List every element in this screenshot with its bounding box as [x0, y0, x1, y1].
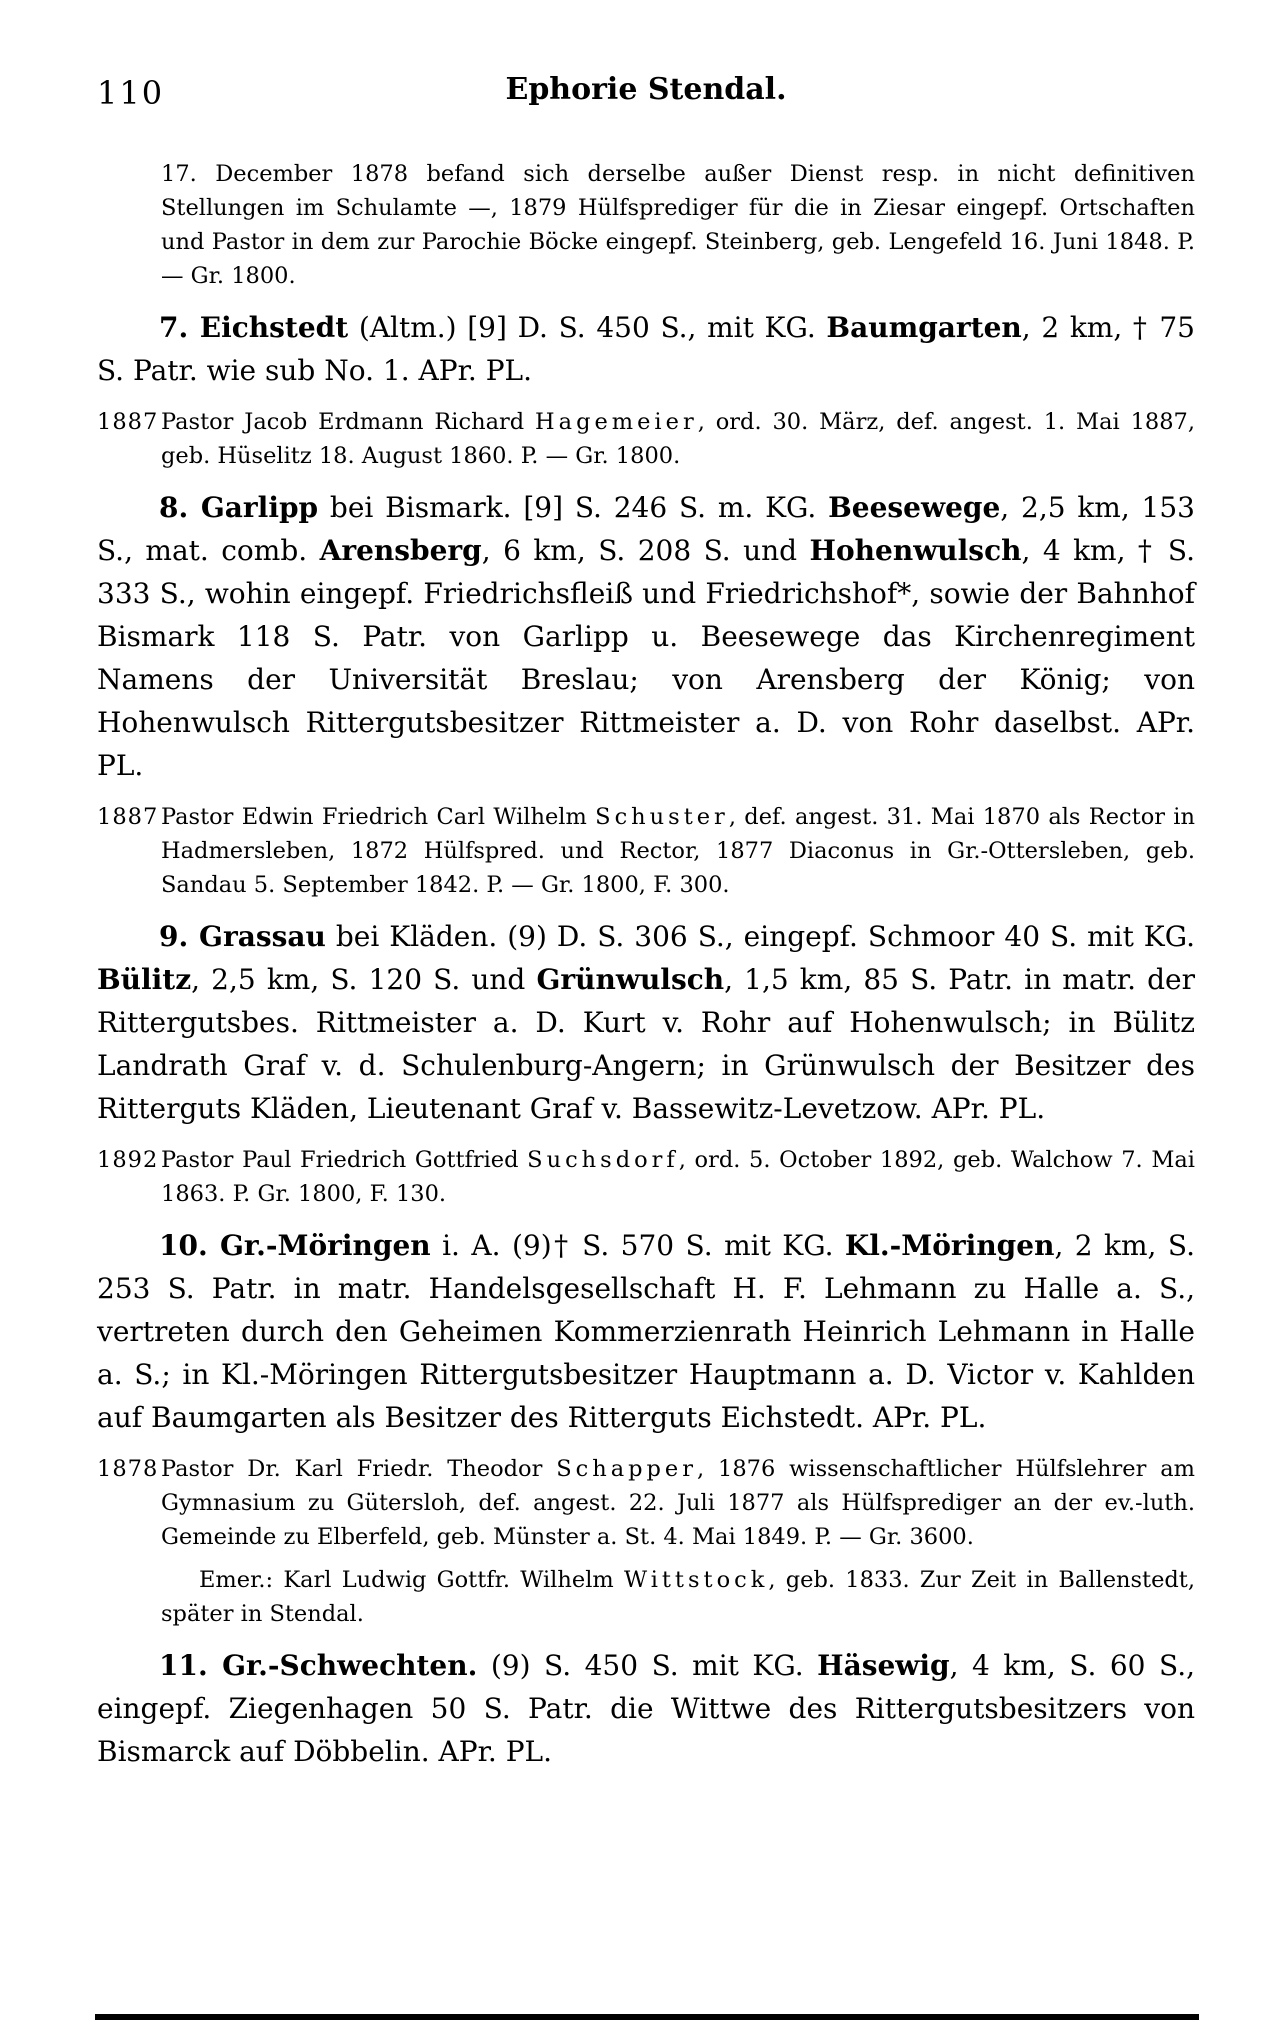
place-name: Beesewege — [828, 491, 1001, 524]
body-text: , 2 km, † 75 S. Patr. wie sub No. 1. APr. PL. — [97, 311, 1195, 387]
body-text: , 2 km, S. 253 S. Patr. in matr. Handelsgesellschaft H. F. Lehmann zu Halle a. S., vertreten durch den Geheimen Kommerzienrath Heinrich Lehmann in Halle a. S.; in Kl.-Möringen Rittergutsbesitzer Hauptmann a. D. Victor v. Kahlden auf Baumgarten als Besitzer des Ritterguts Eichstedt. APr. PL. — [97, 1229, 1195, 1434]
person-surname: Wittstock — [623, 1567, 769, 1593]
place-name: 10. Gr.-Möringen — [159, 1229, 431, 1262]
person-surname: Schuster — [595, 804, 729, 830]
running-title: Ephorie Stendal. — [505, 72, 787, 107]
body-text: i. A. (9)† S. 570 S. mit KG. — [430, 1229, 845, 1262]
body-text: , 1876 wissenschaftlicher Hülfslehrer am Gymnasium zu Gütersloh, def. angest. 22. Juli 1877 als Hülfsprediger an der ev.-luth. Gemeinde zu Elberfeld, geb. Münster a. St. 4. Mai 1849. P. — Gr. 3600. — [161, 1456, 1195, 1550]
place-name: Grünwulsch — [536, 963, 725, 996]
place-name: Kl.-Möringen — [844, 1229, 1055, 1262]
body-text: , 6 km, S. 208 S. und — [481, 534, 810, 567]
place-name: 7. Eichstedt — [159, 311, 349, 344]
pastor-record-1892-suchsdorf — [97, 1143, 1195, 1211]
body-text: (Altm.) [9] D. S. 450 S., mit KG. — [348, 311, 827, 344]
parish-entry-10-gr-moeringen — [97, 1224, 1195, 1439]
body-text: Pastor Jacob Erdmann Richard — [161, 409, 536, 435]
page-bottom-rule — [95, 2014, 1199, 2020]
person-surname: Hagemeier — [535, 409, 698, 435]
body-text: , geb. 1833. Zur Zeit in Ballenstedt, später in Stendal. — [161, 1567, 1195, 1627]
body-text: , 2,5 km, S. 120 S. und — [191, 963, 537, 996]
page-number: 110 — [97, 74, 165, 112]
place-name: Hohenwulsch — [809, 534, 1022, 567]
body-text: 17. December 1878 befand sich derselbe außer Dienst resp. in nicht definitiven Stellungen im Schulamte —, 1879 Hülfsprediger für die in Ziesar eingepf. Ortschaften und Pastor in dem zur Parochie Böcke eingepf. Steinberg, geb. Lengefeld 16. Juni 1848. P. — Gr. 1800. — [161, 161, 1195, 289]
body-text: Pastor Paul Friedrich Gottfried — [161, 1147, 528, 1173]
record-year: 1887 — [97, 409, 159, 435]
record-year: 1878 — [97, 1456, 159, 1482]
body-text: (9) S. 450 S. mit KG. — [477, 1649, 818, 1682]
person-surname: Schapper — [556, 1456, 698, 1482]
content — [97, 148, 1195, 1786]
place-name: Häsewig — [817, 1649, 950, 1682]
parish-entry-7-eichstedt — [97, 306, 1195, 392]
body-text: , 1,5 km, 85 S. Patr. in matr. der Rittergutsbes. Rittmeister a. D. Kurt v. Rohr auf Hohenwulsch; in Bülitz Landrath Graf v. d. Schulenburg-Angern; in Grünwulsch der Besitzer des Ritterguts Kläden, Lieutenant Graf v. Bassewitz-Levetzow. APr. PL. — [97, 963, 1195, 1125]
body-text: Emer.: Karl Ludwig Gottfr. Wilhelm — [199, 1567, 624, 1593]
pastor-record-1887-hagemeier — [97, 405, 1195, 473]
body-text: , 4 km, † S. 333 S., wohin eingepf. Friedrichsfleiß und Friedrichshof*, sowie der Bahnhof Bismark 118 S. Patr. von Garlipp u. Beesewege das Kirchenregiment Namens der Universität Breslau; von Arensberg der König; von Hohenwulsch Rittergutsbesitzer Rittmeister a. D. von Rohr daselbst. APr. PL. — [97, 534, 1195, 782]
place-name: 8. Garlipp — [159, 491, 319, 524]
body-text: , def. angest. 31. Mai 1870 als Rector in Hadmersleben, 1872 Hülfspred. und Rector, 1877 Diaconus in Gr.-Ottersleben, geb. Sandau 5. September 1842. P. — Gr. 1800, F. 300. — [161, 804, 1195, 898]
emeritus-record-wittstock — [161, 1563, 1195, 1631]
body-text: Pastor Edwin Friedrich Carl Wilhelm — [161, 804, 596, 830]
place-name: Baumgarten — [826, 311, 1022, 344]
person-surname: Suchsdorf — [527, 1147, 679, 1173]
place-name: 9. Grassau — [159, 920, 326, 953]
body-text: , 4 km, S. 60 S., eingepf. Ziegenhagen 50 S. Patr. die Wittwe des Rittergutsbesitzers von Bismarck auf Döbbelin. APr. PL. — [97, 1649, 1195, 1768]
body-text: , ord. 5. October 1892, geb. Walchow 7. Mai 1863. P. Gr. 1800, F. 130. — [161, 1147, 1195, 1207]
body-text: bei Bismark. [9] S. 246 S. m. KG. — [318, 491, 829, 524]
parish-entry-9-grassau — [97, 915, 1195, 1130]
place-name: Bülitz — [97, 963, 192, 996]
record-year: 1887 — [97, 804, 159, 830]
pastor-record-1887-schuster — [97, 800, 1195, 902]
body-text: Pastor Dr. Karl Friedr. Theodor — [161, 1456, 557, 1482]
body-text: bei Kläden. (9) D. S. 306 S., eingepf. Schmoor 40 S. mit KG. — [325, 920, 1195, 953]
body-text: , 2,5 km, 153 S., mat. comb. — [97, 491, 1195, 567]
parish-entry-11-gr-schwechten — [97, 1644, 1195, 1773]
page-header — [97, 72, 1195, 116]
record-year: 1892 — [97, 1147, 159, 1173]
parish-entry-8-garlipp — [97, 486, 1195, 787]
body-text: , ord. 30. März, def. angest. 1. Mai 1887, geb. Hüselitz 18. August 1860. P. — Gr. 1800. — [161, 409, 1195, 469]
place-name: Arensberg — [319, 534, 482, 567]
pastor-record-1878-schapper — [97, 1452, 1195, 1554]
place-name: 11. Gr.-Schwechten. — [159, 1649, 478, 1682]
continuation-note — [161, 157, 1195, 293]
